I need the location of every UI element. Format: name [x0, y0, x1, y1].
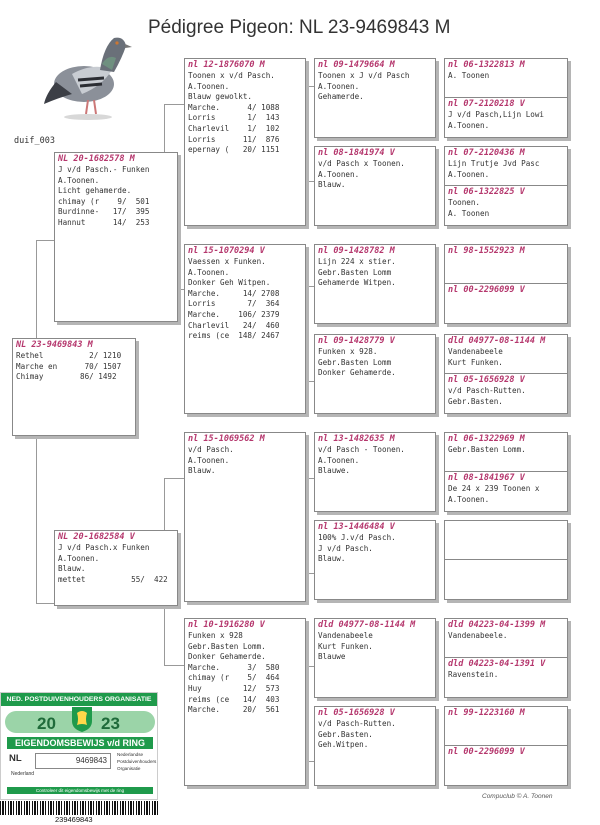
gen4-card-5[interactable] [444, 432, 568, 512]
gen3-card-5[interactable]: nl 13-1482635 M v/d Pasch - Toonen. A.Toonen. Blauwe. [314, 432, 436, 512]
gen3-card-3[interactable]: nl 09-1428782 M Lijn 224 x stier. Gebr.Basten Lomm Gehamerde Witpen. [314, 244, 436, 324]
sire-ring: NL 20-1682578 M [58, 154, 135, 164]
gen4-card-4[interactable] [444, 334, 568, 414]
gen4-card-5-dam[interactable]: nl 08-1841967 V De 24 x 239 Toonen x A.Toonen. [445, 471, 567, 511]
pigeon-photo [42, 24, 134, 122]
gen4-card-5-sire[interactable]: nl 06-1322969 M Gebr.Basten Lomm. [448, 434, 526, 454]
gen4-card-6-dam[interactable] [445, 559, 567, 599]
dove-id-label: duif_003 [14, 136, 55, 146]
gen4-card-8-dam[interactable]: nl 00-2296099 V [445, 745, 567, 785]
gen3-card-2[interactable]: nl 08-1841974 V v/d Pasch x Toonen. A.Toonen. Blauw. [314, 146, 436, 226]
dam-card[interactable]: NL 20-1682584 V J v/d Pasch.x Funken A.Toonen. Blauw. mettet 55/ 422 [54, 530, 178, 606]
gen3-card-6[interactable]: nl 13-1446484 V 100% J.v/d Pasch. J v/d Pasch. Blauw. [314, 520, 436, 600]
gen3-card-4[interactable]: nl 09-1428779 V Funken x 928. Gebr.Basten Lomm Donker Gehamerde. [314, 334, 436, 414]
barcode-number: 239469843 [55, 815, 93, 824]
certificate-year-right: 23 [101, 714, 120, 733]
gen4-card-2-dam[interactable]: nl 06-1322825 V Toonen. A. Toonen [445, 185, 567, 225]
certificate-small-text: Nederland [11, 771, 35, 777]
subject-card[interactable]: NL 23-9469843 M Rethel 2/ 1210 Marche en 70/ 1507 Chimay 86/ 1492 [12, 338, 136, 436]
gen4-card-7-dam[interactable]: dld 04223-04-1391 V Ravenstein. [445, 657, 567, 697]
gen4-card-4-dam[interactable]: nl 05-1656928 V v/d Pasch-Rutten. Gebr.Basten. [445, 373, 567, 413]
certificate-title: EIGENDOMSBEWIJS v/d RING [7, 737, 153, 749]
certificate-country: NL [9, 753, 22, 764]
certificate-ring-number: 9469843 [35, 753, 111, 769]
gen4-card-3-dam[interactable]: nl 00-2296099 V [445, 283, 567, 323]
gen3-card-7[interactable]: dld 04977-08-1144 M Vandenabeele Kurt Funken. Blauwe [314, 618, 436, 698]
gen2-card-2[interactable]: nl 15-1070294 V Vaessen x Funken. A.Toonen. Donker Geh Witpen. Marche. 14/ 2708 Lorris 7/ 364 Marche. 106/ 2379 Charlevil 24/ 460 reims (ce 148/ 2467 [184, 244, 306, 414]
gen2-card-1[interactable]: nl 12-1876070 M Toonen x v/d Pasch. A.Toonen. Blauw gewolkt. Marche. 4/ 1088 Lorris 1/ 143 Charlevil 1/ 102 Lorris 11/ 876 epernay ( 20/ 1151 [184, 58, 306, 226]
certificate-year-left: 20 [37, 714, 56, 733]
ownership-certificate [0, 692, 158, 800]
gen4-card-8-sire[interactable]: nl 99-1223160 M [448, 708, 525, 718]
gen4-card-6-sire[interactable] [445, 521, 567, 559]
gen3-card-1[interactable]: nl 09-1479664 M Toonen x J v/d Pasch A.Toonen. Gehamerde. [314, 58, 436, 138]
gen4-card-7[interactable] [444, 618, 568, 698]
page-title: Pédigree Pigeon: NL 23-9469843 M [148, 17, 451, 38]
lion-emblem-icon [69, 703, 95, 733]
certificate-org: NED. POSTDUIVENHOUDERS ORGANISATIE [1, 693, 157, 706]
gen4-card-1-sire[interactable]: nl 06-1322813 M A. Toonen [448, 60, 525, 80]
copyright-footer: Compuclub © A. Toonen [482, 793, 553, 800]
gen4-card-1[interactable] [444, 58, 568, 138]
sire-card[interactable]: NL 20-1682578 M J v/d Pasch.- Funken A.Toonen. Licht gehamerde. chimay (r 9/ 501 Burdinne- 17/ 395 Hannut 14/ 253 [54, 152, 178, 322]
barcode [0, 801, 158, 815]
dam-ring: NL 20-1682584 V [58, 532, 135, 542]
gen4-card-6[interactable] [444, 520, 568, 600]
gen4-card-3[interactable] [444, 244, 568, 324]
certificate-footer: Controleer dit eigendomsbewijs met de ring [7, 787, 153, 794]
gen4-card-7-sire[interactable]: dld 04223-04-1399 M Vandenabeele. [448, 620, 546, 640]
gen2-card-3[interactable]: nl 15-1069562 M v/d Pasch. A.Toonen. Blauw. [184, 432, 306, 602]
gen4-card-2[interactable] [444, 146, 568, 226]
gen2-card-4[interactable]: nl 10-1916280 V Funken x 928 Gebr.Basten Lomm. Donker Gehamerde. Marche. 3/ 580 chimay (r 5/ 464 Huy 12/ 573 reims (ce 14/ 403 Marche. 20/ 561 [184, 618, 306, 786]
gen4-card-4-sire[interactable]: dld 04977-08-1144 M Vandenabeele Kurt Funken. [448, 336, 546, 367]
subject-ring: NL 23-9469843 M [16, 340, 93, 350]
gen4-card-3-sire[interactable]: nl 98-1552923 M [448, 246, 525, 256]
gen4-card-1-dam[interactable]: nl 07-2120218 V J v/d Pasch,Lijn Lowi A.Toonen. [445, 97, 567, 137]
gen4-card-2-sire[interactable]: nl 07-2120436 M Lijn Trutje Jvd Pasc A.Toonen. [448, 148, 540, 179]
certificate-side-text: Nederlandse Postduivenhouders Organisatie [117, 752, 157, 771]
gen3-card-8[interactable]: nl 05-1656928 V v/d Pasch-Rutten. Gebr.Basten. Geh.Witpen. [314, 706, 436, 786]
gen4-card-8[interactable] [444, 706, 568, 786]
